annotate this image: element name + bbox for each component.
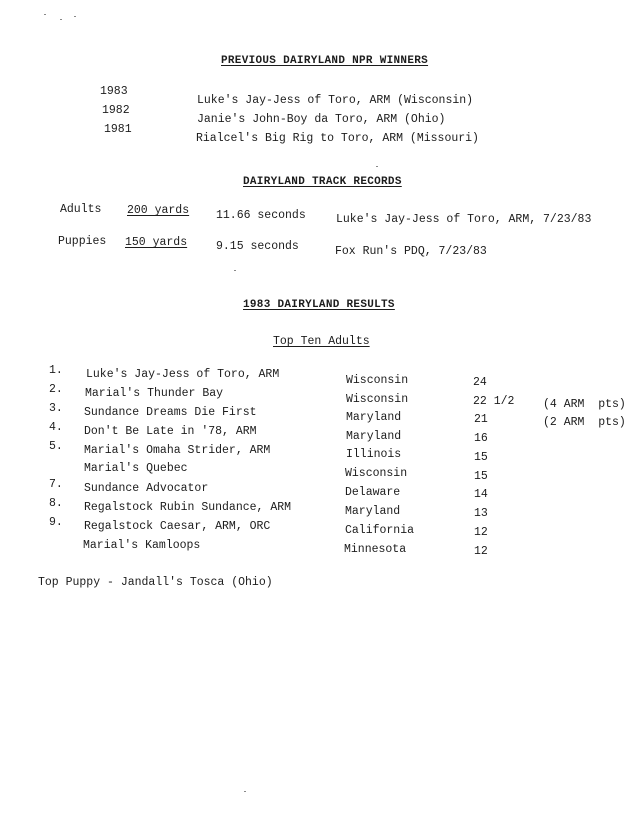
result-state: Wisconsin — [346, 374, 409, 387]
record-distance: 200 yards — [127, 204, 190, 217]
result-state: Illinois — [346, 448, 402, 461]
result-dog-name: Luke's Jay-Jess of Toro, ARM — [86, 368, 280, 381]
result-dog-name: Sundance Advocator — [84, 482, 209, 495]
result-points: 12 — [474, 545, 488, 558]
winner-year: 1983 — [100, 85, 128, 98]
result-points: 14 — [474, 488, 488, 501]
result-dog-name: Marial's Omaha Strider, ARM — [84, 444, 271, 457]
result-dog-name: Marial's Kamloops — [83, 539, 201, 552]
result-state: California — [345, 524, 415, 537]
record-time: 11.66 seconds — [216, 209, 306, 222]
result-state: Delaware — [345, 486, 401, 499]
result-points: 15 — [474, 470, 488, 483]
record-distance: 150 yards — [125, 236, 188, 249]
result-state: Maryland — [345, 505, 401, 518]
record-category: Adults — [60, 203, 102, 216]
result-points: 24 — [473, 376, 487, 389]
result-rank: 5. — [49, 440, 63, 453]
winner-dog: Luke's Jay-Jess of Toro, ARM (Wisconsin) — [197, 94, 474, 107]
result-rank: 9. — [49, 516, 63, 529]
result-dog-name: Regalstock Rubin Sundance, ARM — [84, 501, 292, 514]
result-note: (4 ARM pts) — [543, 398, 626, 411]
result-state: Minnesota — [344, 543, 407, 556]
result-rank: 3. — [49, 402, 63, 415]
result-dog-name: Don't Be Late in '78, ARM — [84, 425, 257, 438]
previous-winners-heading: PREVIOUS DAIRYLAND NPR WINNERS — [221, 55, 429, 67]
scan-speck — [234, 270, 236, 271]
scan-speck — [74, 16, 76, 17]
winner-year: 1982 — [102, 104, 130, 117]
result-rank: 1. — [49, 364, 63, 377]
result-points: 21 — [474, 413, 488, 426]
result-rank: 2. — [49, 383, 63, 396]
result-points: 12 — [474, 526, 488, 539]
result-dog-name: Marial's Thunder Bay — [85, 387, 224, 400]
winner-year: 1981 — [104, 123, 132, 136]
scan-speck — [244, 791, 246, 792]
results-heading: 1983 DAIRYLAND RESULTS — [243, 299, 395, 311]
top-puppy-line: Top Puppy - Jandall's Tosca (Ohio) — [38, 576, 273, 589]
result-state: Maryland — [346, 411, 402, 424]
result-points: 13 — [474, 507, 488, 520]
winner-dog: Rialcel's Big Rig to Toro, ARM (Missouri) — [196, 132, 479, 145]
result-rank: 7. — [49, 478, 63, 491]
record-category: Puppies — [58, 235, 107, 248]
record-time: 9.15 seconds — [216, 240, 299, 253]
record-holder: Luke's Jay-Jess of Toro, ARM, 7/23/83 — [336, 213, 592, 226]
top-ten-subheading: Top Ten Adults — [273, 335, 370, 348]
scan-speck — [376, 166, 378, 167]
scan-speck — [60, 19, 62, 20]
track-records-heading: DAIRYLAND TRACK RECORDS — [243, 176, 402, 188]
result-rank: 8. — [49, 497, 63, 510]
record-holder: Fox Run's PDQ, 7/23/83 — [335, 245, 487, 258]
result-points: 16 — [474, 432, 488, 445]
result-state: Wisconsin — [345, 467, 408, 480]
result-points: 15 — [474, 451, 488, 464]
result-dog-name: Marial's Quebec — [84, 462, 188, 475]
result-rank: 4. — [49, 421, 63, 434]
result-dog-name: Regalstock Caesar, ARM, ORC — [84, 520, 271, 533]
result-dog-name: Sundance Dreams Die First — [84, 406, 257, 419]
result-state: Wisconsin — [346, 393, 409, 406]
result-points: 22 1/2 — [473, 395, 515, 408]
winner-dog: Janie's John-Boy da Toro, ARM (Ohio) — [197, 113, 446, 126]
scan-speck — [44, 14, 46, 15]
result-state: Maryland — [346, 430, 402, 443]
result-note: (2 ARM pts) — [543, 416, 626, 429]
